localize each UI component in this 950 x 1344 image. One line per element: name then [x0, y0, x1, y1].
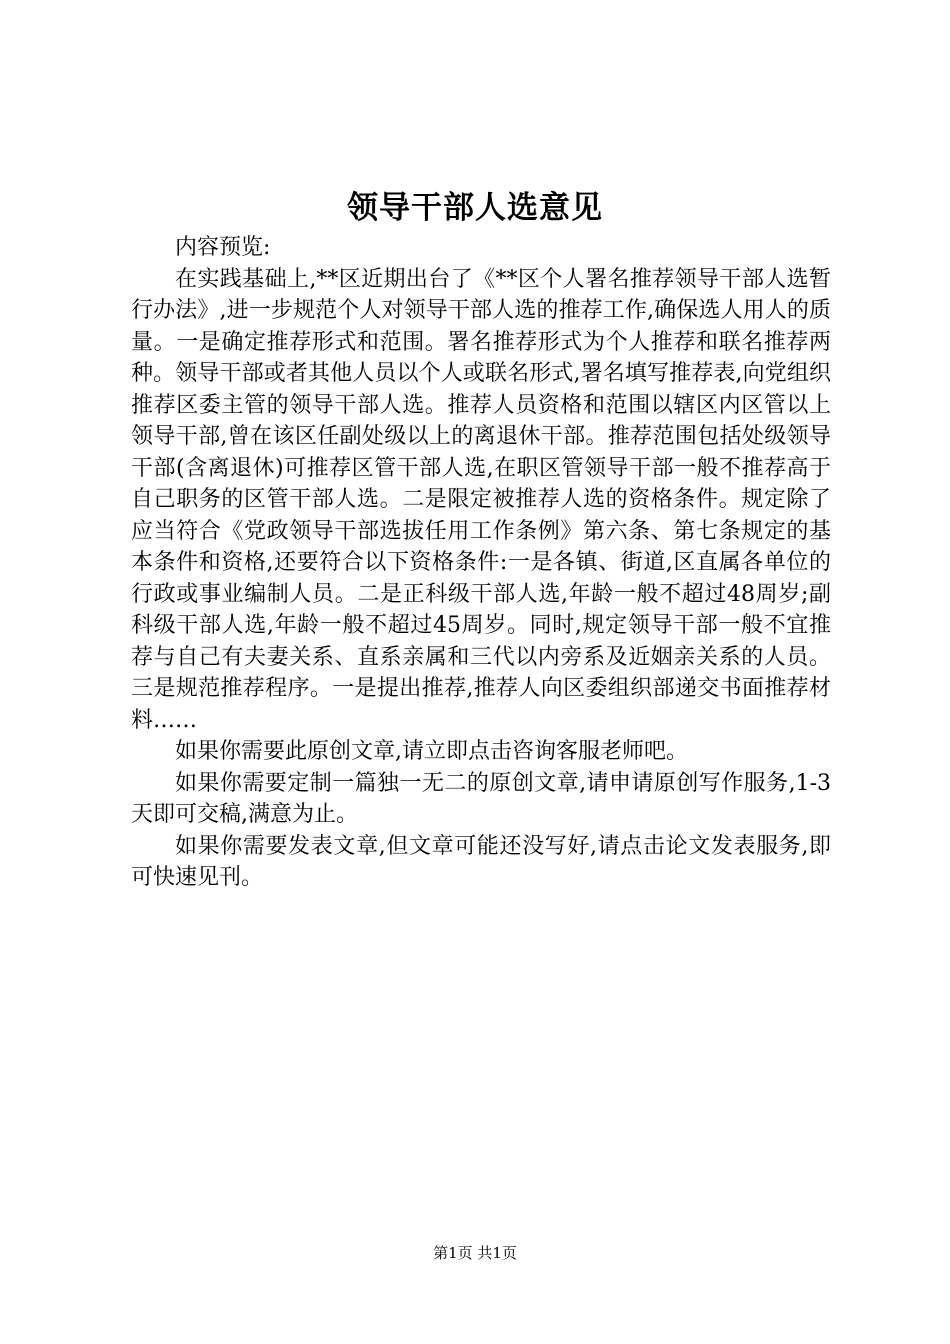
document-content — [131, 232, 831, 894]
document-title: 领导干部人选意见 — [347, 190, 603, 226]
notice-publish: 如果你需要发表文章,但文章可能还没写好,请点击论文发表服务,即可快速见刊。 — [131, 833, 831, 890]
body-paragraph: 在实践基础上,**区近期出台了《**区个人署名推荐领导干部人选暂行办法》,进一步规范个人对领导干部人选的推荐工作,确保选人用人的质量。一是确定推荐形式和范围。署名推荐形式为个人推荐和联名推荐两种。领导干部或者其他人员以个人或联名形式,署名填写推荐表,向党组织推荐区委主管的领导干部人选。推荐人员资格和范围以辖区内区管以上领导干部,曾在该区任副处级以上的离退休干部。推荐范围包括处级领导干部(含离退休)可推荐区管干部人选,在职区管领导干部一般不推荐高于自己职务的区管干部人选。二是限定被推荐人选的资格条件。规定除了应当符合《党政领导干部选拔任用工作条例》第六条、第七条规定的基本条件和资格,还要符合以下资格条件:一是各镇、街道,区直属各单位的行政或事业编制人员。二是正科级干部人选,年龄一般不超过48周岁;副科级干部人选,年龄一般不超过45周岁。同时,规定领导干部一般不宜推荐与自己有夫妻关系、直系亲属和三代以内旁系及近姻亲关系的人员。三是规范推荐程序。一是提出推荐,推荐人向区委组织部递交书面推荐材料…… — [131, 266, 831, 733]
preview-label: 内容预览: — [175, 235, 271, 260]
notice-custom-writing: 如果你需要定制一篇独一无二的原创文章,请申请原创写作服务,1-3天即可交稿,满意为止。 — [131, 770, 831, 827]
page-footer: 第1页 共1页 — [433, 1244, 517, 1262]
notice-consult: 如果你需要此原创文章,请立即点击咨询客服老师吧。 — [175, 739, 688, 764]
